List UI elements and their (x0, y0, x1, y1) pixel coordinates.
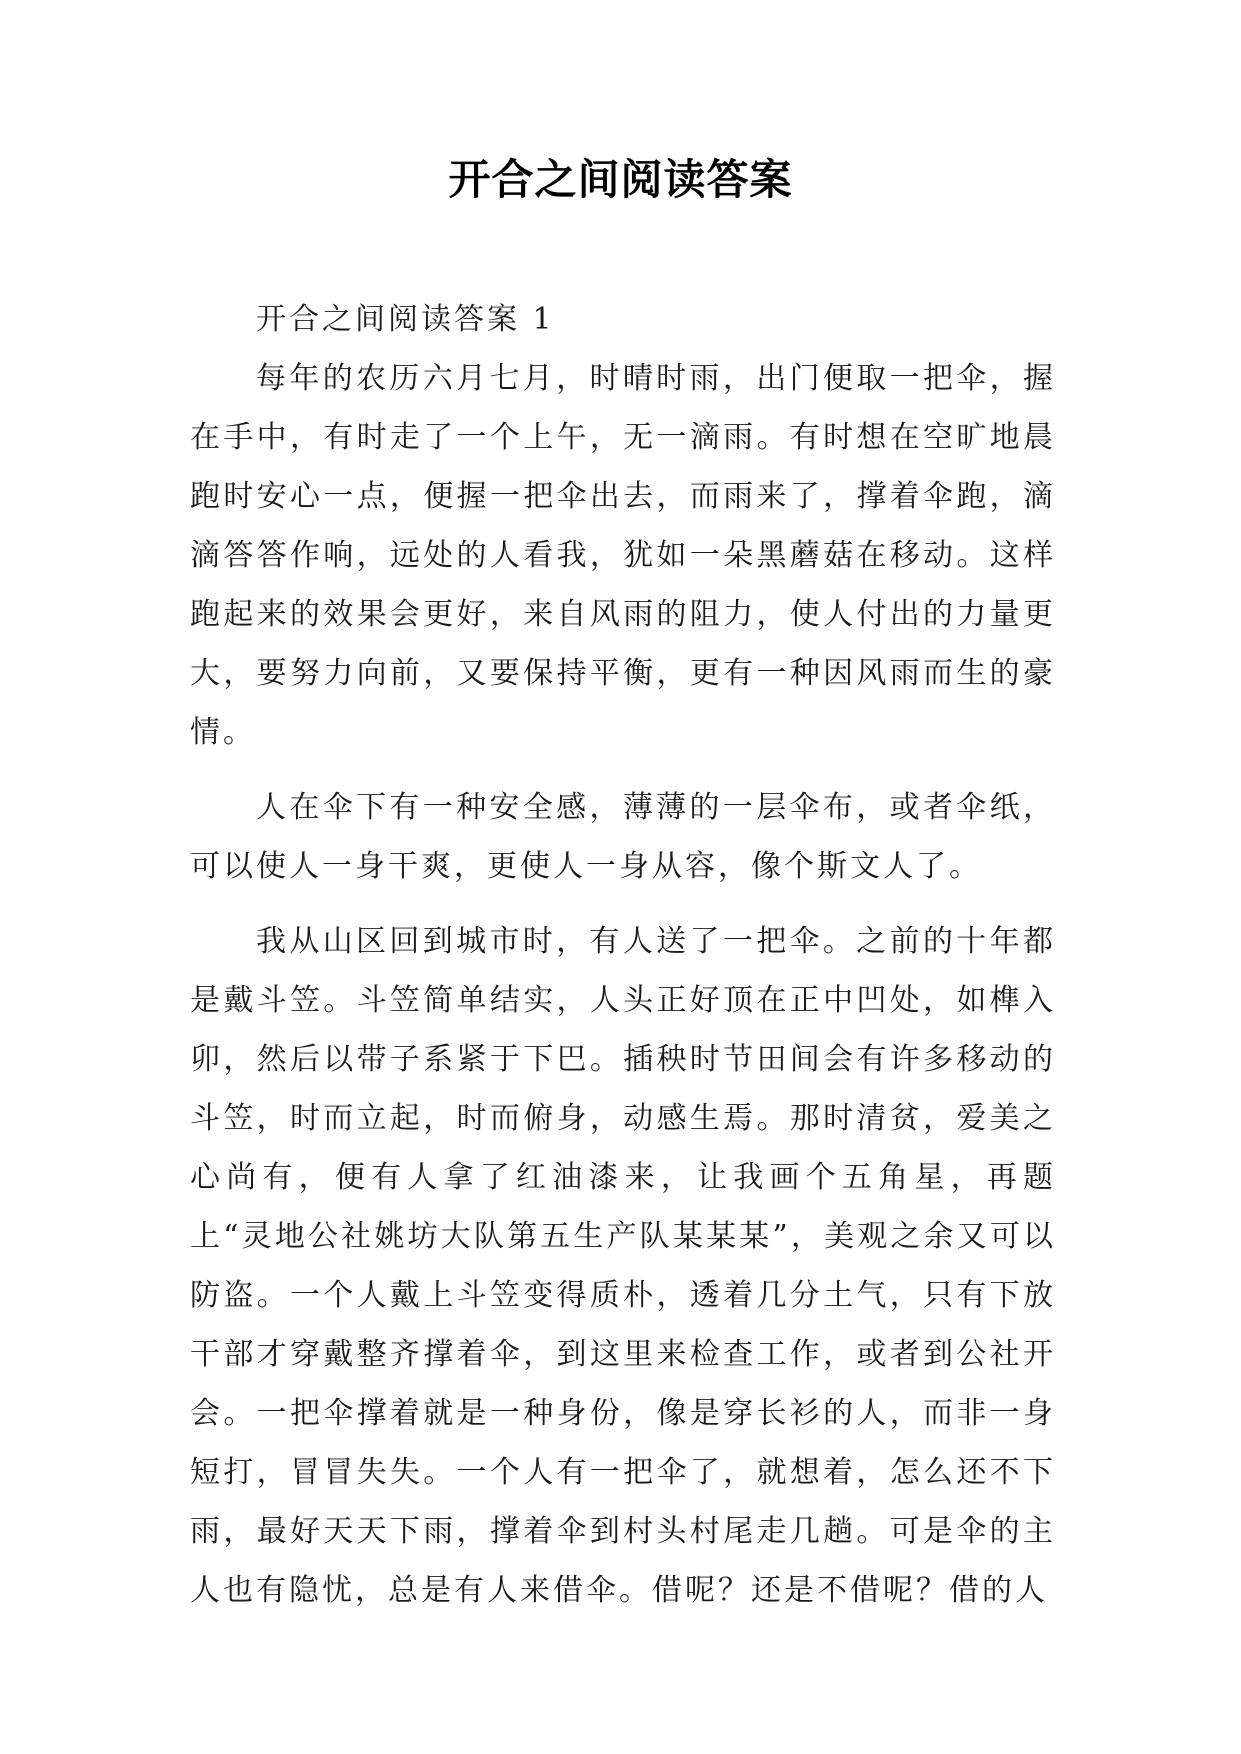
paragraph-1: 每年的农历六月七月，时晴时雨，出门便取一把伞，握在手中，有时走了一个上午，无一滴雨。有时想在空旷地晨跑时安心一点，便握一把伞出去，而雨来了，撑着伞跑，滴滴答答作响，远处的人看我，犹如一朵黑蘑菇在移动。这样跑起来的效果会更好，来自风雨的阻力，使人付出的力量更大，要努力向前，又要保持平衡，更有一种因风雨而生的豪情。 (190, 361, 1056, 750)
document-body (190, 290, 1056, 1620)
section-heading: 开合之间阅读答案 1 (256, 302, 555, 337)
page-title: 开合之间阅读答案 (448, 155, 793, 204)
paragraph-2: 人在伞下有一种安全感，薄薄的一层伞布，或者伞纸，可以使人一身干爽，更使人一身从容，像个斯文人了。 (190, 790, 1056, 884)
paragraph-3: 我从山区回到城市时，有人送了一把伞。之前的十年都是戴斗笠。斗笠简单结实，人头正好顶在正中凹处，如榫入卯，然后以带子系紧于下巴。插秧时节田间会有许多移动的斗笠，时而立起，时而俯身，动感生焉。那时清贫，爱美之心尚有，便有人拿了红油漆来，让我画个五角星，再题上“灵地公社姚坊大队第五生产队某某某”，美观之余又可以防盗。一个人戴上斗笠变得质朴，透着几分土气，只有下放干部才穿戴整齐撑着伞，到这里来检查工作，或者到公社开会。一把伞撑着就是一种身份，像是穿长衫的人，而非一身短打，冒冒失失。一个人有一把伞了，就想着，怎么还不下雨，最好天天下雨，撑着伞到村头村尾走几趟。可是伞的主人也有隐忧，总是有人来借伞。借呢？还是不借呢？借的人 (190, 924, 1056, 1608)
